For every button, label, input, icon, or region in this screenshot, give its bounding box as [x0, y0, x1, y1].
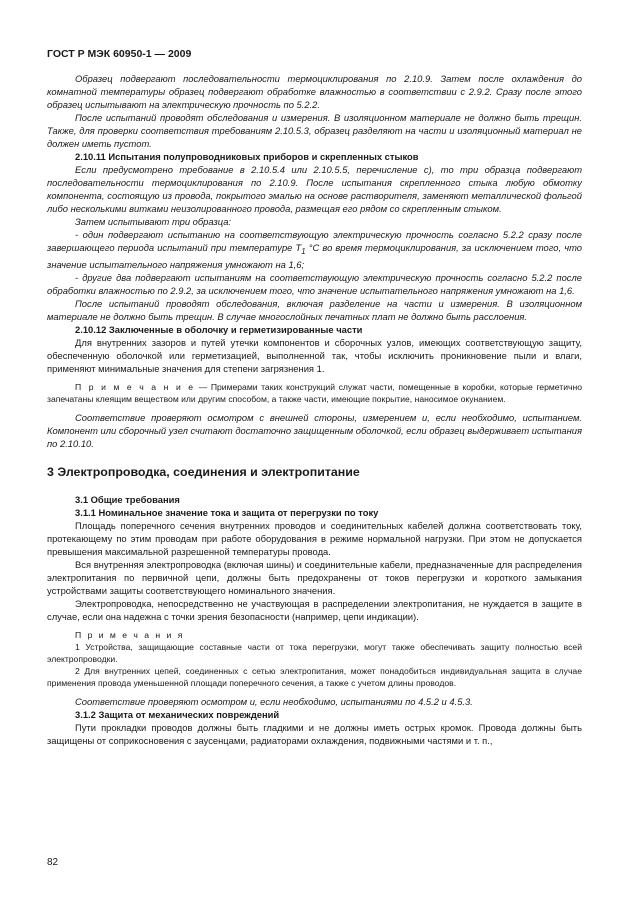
paragraph: Вся внутренняя электропроводка (включая шины) и соединительные кабели, предназначенные для распределения электропитания по первичной цепи, должны быть предохранены от токов перегрузки и короткого замыкания устройствами защиты соответствующего номинального значения.: [47, 558, 582, 596]
subsection-heading: 3.1.2 Защита от механических повреждений: [75, 708, 280, 720]
paragraph: Соответствие проверяют осмотром и, если необходимо, испытаниями по 4.5.2 и 4.5.3.: [75, 695, 473, 707]
page-number: 82: [47, 857, 59, 868]
subsection-heading: 3.1.1 Номинальное значение тока и защита от перегрузки по току: [75, 506, 379, 518]
document-body: [47, 72, 582, 747]
paragraph: Для внутренних зазоров и путей утечки компонентов и сборочных узлов, имеющих соответствующую защиту, обеспеченную оболочкой или герметизацией, выполненной так, чтобы исключить проникновение пыли и влаги, применяют минимальные значения для степени загрязнения 1.: [47, 336, 582, 374]
subsection-heading: 2.10.11 Испытания полупроводниковых приборов и скрепленных стыков: [75, 151, 419, 162]
paragraph: Соответствие проверяют осмотром с внешней стороны, измерением и, если необходимо, испытанием. Компонент или сборочный узел считают достаточно защищенным оболочкой, если образец выдерживает испытания по 2.10.10.: [47, 411, 582, 449]
paragraph: Затем испытывают три образца:: [75, 216, 232, 227]
document-header: ГОСТ Р МЭК 60950-1 — 2009: [47, 48, 192, 60]
paragraph: Образец подвергают последовательности термоциклирования по 2.10.9. Затем после охлаждения до комнатной температуры образец подвергают обработке влажностью в соответствии с 2.9.2. Сразу после этого образец испытывают на электрическую прочность по 5.2.2.: [47, 73, 582, 110]
note: [47, 381, 582, 405]
paragraph: Пути прокладки проводов должны быть гладкими и не должны иметь острых кромок. Провода должны быть защищены от соприкосновения с заусенцами, радиаторами охлаждения, подвижными частями и т. п.,: [47, 721, 582, 746]
subsection-heading: 2.10.12 Заключенные в оболочку и герметизированные части: [75, 323, 363, 335]
note-label: П р и м е ч а н и е: [75, 381, 196, 392]
list-item-text: - один подвергают испытанию на соответствующую электрическую прочность согласно 5.2.2 сразу после завершающего периода испытаний при температуре T: [47, 229, 582, 253]
list-item: [47, 228, 582, 271]
paragraph: После испытаний проводят обследования, включая разделение на части и измерения. В изоляционном материале не должно быть трещин. В случае многослойных печатных плат не должно быть расслоения.: [47, 297, 582, 322]
subscript: 1: [301, 246, 306, 256]
paragraph: Электропроводка, непосредственно не участвующая в распределении электропитания, не нуждается в защите в случае, если она надежна с точки зрения безопасности (например, цепи индикации).: [47, 597, 582, 622]
note-text: — Примерами таких конструкций служат части, помещенные в коробки, которые герметично запечатаны клеящим веществом или другим способом, а также части, имеющие покрытие, наносимое окунанием.: [47, 381, 582, 404]
list-item-text: °С во время термоциклирования, за исключением того, что значение испытательного напряжения умножают на 1,6;: [47, 242, 582, 270]
paragraph: Площадь поперечного сечения внутренних проводов и соединительных кабелей должна соответствовать току, протекающему по этим проводам при работе оборудования в режиме нормальной нагрузки. При этом не допускается превышения максимальной разрешенной температуры провода.: [47, 519, 582, 557]
note: 2 Для внутренних цепей, соединенных с сетью электропитания, может понадобиться индивидуальная защита в случае применения провода уменьшенной площади поперечного сечения, а также с учетом длины проводов.: [47, 665, 582, 688]
paragraph: Если предусмотрено требование в 2.10.5.4 или 2.10.5.5, перечисление с), то три образца подвергают последовательности термоциклирования по 2.10.9. После испытания скрепленного стыка любую обмотку компонента, состоящую из провода, покрытого эмалью на основе растворителя, заменяют металлической фольгой либо несколькими витками неизолированного провода, размещая его рядом со скрепленным стыком.: [47, 164, 582, 214]
section-heading: 3 Электропроводка, соединения и электропитание: [47, 464, 360, 479]
subsection-heading: 3.1 Общие требования: [75, 493, 180, 505]
notes-label: П р и м е ч а н и я: [75, 629, 185, 640]
list-item: - другие два подвергают испытаниям на соответствующую электрическую прочность согласно 5.2.2 после обработки влажностью по 2.9.2, за исключением того, что значение испытательного напряжения умножают на 1,6.: [47, 271, 582, 296]
paragraph: После испытаний проводят обследования и измерения. В изоляционном материале не должно быть трещин. Также, для проверки соответствия требованиям 2.10.5.3, образец разделяют на части и изоляционный материал не должен иметь пустот.: [47, 112, 582, 149]
note: 1 Устройства, защищающие составные части от тока перегрузки, могут также обеспечивать защиту полностью всей электропроводки.: [47, 641, 582, 664]
